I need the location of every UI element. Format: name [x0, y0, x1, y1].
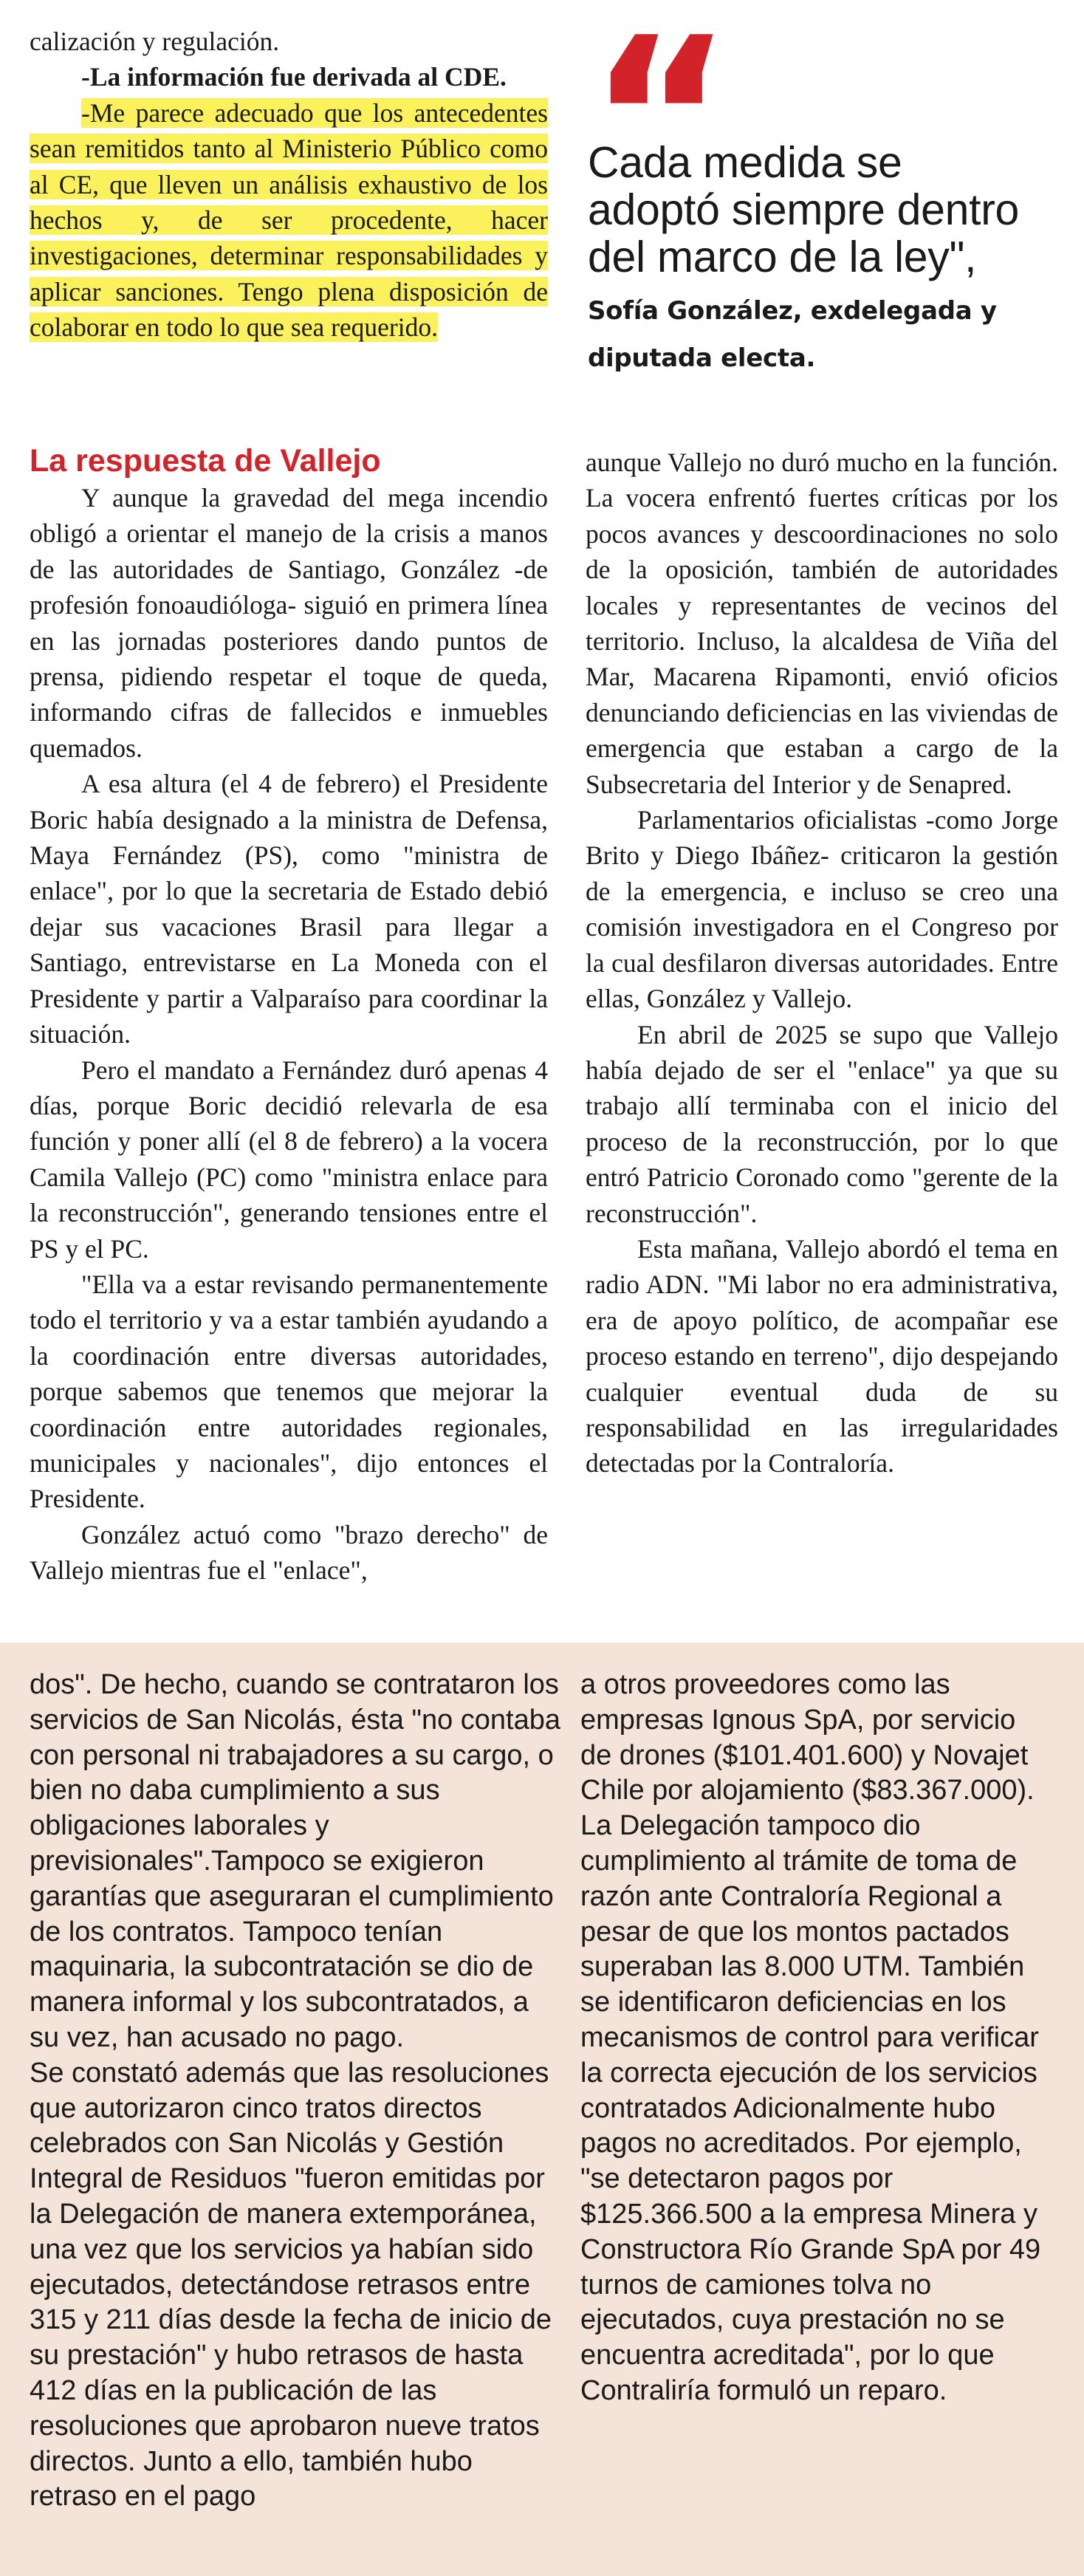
article-paragraph: Y aunque la gravedad del mega incendio obligó a orientar el manejo de la crisis a manos de las autoridades de Santiago, González -de profesión fonoaudióloga- siguió en primera línea en las jornadas posteriores dando puntos de prensa, pidiendo respetar el toque de queda, informando cifras de fallecidos e inmuebles quemados. — [30, 483, 548, 763]
pull-quote-author: Sofía González, exdelegada y diputada electa. — [588, 296, 997, 373]
article-paragraph: A esa altura (el 4 de febrero) el Presidente Boric había designado a la ministra de Defensa, Maya Fernández (PS), como "ministra de enlace", por lo que la secretaria de Estado debió dejar sus vacaciones Brasil para llegar a Santiago, entrevistarse en La Moneda con el Presidente y partir a Valparaíso para coordinar la situación. — [30, 769, 548, 1049]
section-heading: La respuesta de Vallejo — [30, 443, 381, 479]
box-paragraph: a otros proveedores como las empresas Ignous SpA, por servicio de drones ($101.401.600) y Novajet Chile por alojamiento ($83.367.000). La Delegación tampoco dio cumplimiento al trámite de toma de razón ante Contraloría Regional a pesar de que los montos pactados superaban las 8.000 UTM. También se identificaron deficiencias en los mecanismos de control para verificar la correcta ejecución de los servicios contratados Adicionalmente hubo pagos no acreditados. Por ejemplo, "se detectaron pagos por $125.366.500 a la empresa Minera y Constructora Río Grande SpA por 49 turnos de camiones tolva no ejecutados, cuya prestación no se encuentra acreditada", por lo que Contraliría formuló un reparo. — [580, 1669, 1041, 2406]
article-paragraph: Esta mañana, Vallejo abordó el tema en radio ADN. "Mi labor no era administrativa, era de apoyo político, de acompañar ese proceso estando en terreno", dijo despejando cualquier eventual duda de su responsabilidad en las irregularidades detectadas por la Contraloría. — [586, 1233, 1058, 1479]
article-paragraph: Pero el mandato a Fernández duró apenas 4 días, porque Boric decidió relevarla de esa función y poner allí (el 8 de febrero) a la vocera Camila Vallejo (PC) como "ministra enlace para la reconstrucción", generando tensiones entre el PS y el PC. — [30, 1055, 548, 1264]
box-column-right — [580, 1668, 1053, 2409]
article-paragraph: aunque Vallejo no duró mucho en la función. La vocera enfrentó fuertes críticas por los pocos avances y descoordinaciones no solo de la oposición, también de autoridades locales y representantes de vecinos del territorio. Incluso, la alcaldesa de Viña del Mar, Macarena Ripamonti, envió oficios denunciando deficiencias en las viviendas de emergencia que estaban a cargo de la Subsecretaria del Interior y de Senapred. — [586, 448, 1058, 799]
article-paragraph-answer — [30, 95, 548, 346]
highlighted-text: -Me parece adecuado que los antecedentes sean remitidos tanto al Ministerio Público como al CE, que lleven un análisis exhaustivo de los hechos y, de ser procedente, hacer investigaciones, determinar responsabilidades y aplicar sanciones. Tengo plena disposición de colaborar en todo lo que sea requerido. — [30, 97, 548, 343]
article-column-middle-left — [30, 480, 548, 1589]
box-column-left — [30, 1668, 561, 2515]
box-paragraph: Se constató además que las resoluciones que autorizaron cinco tratos directos celebrados con San Nicolás y Gestión Integral de Residuos "fueron emitidas por la Delegación de manera extemporánea, una vez que los servicios ya habían sido ejecutados, detectándose retrasos entre 315 y 211 días desde la fecha de inicio de su prestación" y hubo retrasos de hasta 412 días en la publicación de las resoluciones que aprobaron nueve tratos directos. Junto a ello, también hubo retraso en el pago — [30, 2057, 552, 2512]
pull-quote-body — [588, 139, 1046, 375]
article-paragraph-question: -La información fue derivada al CDE. — [81, 62, 507, 92]
article-column-middle-right — [586, 445, 1058, 1481]
article-paragraph: González actuó como "brazo derecho" de Vallejo mientras fue el "enlace", — [30, 1519, 548, 1586]
box-paragraph: dos". De hecho, cuando se contrataron los servicios de San Nicolás, ésta "no contaba con personal ni trabajadores a su cargo, o bien no daba cumplimiento a sus obligaciones laborales y previsionales".Tampoco se exigieron garantías que aseguraran el cumplimiento de los contratos. Tampoco tenían maquinaria, la subcontratación se dio de manera informal y los subcontratados, a su vez, han acusado no pago. — [30, 1669, 560, 2053]
article-column-top-left — [30, 24, 548, 346]
pull-quote — [588, 9, 1046, 375]
sidebar-box — [0, 1642, 1084, 2576]
pull-quote-text: Cada medida se adoptó siempre dentro del marco de la ley", — [588, 138, 1020, 281]
quote-marks-icon — [588, 9, 1046, 112]
article-paragraph: calización y regulación. — [30, 27, 280, 56]
article-paragraph: Parlamentarios oficialistas -como Jorge Brito y Diego Ibáñez- criticaron la gestión de la emergencia, e incluso se creo una comisión investigadora en el Congreso por la cual desfilaron diversas autoridades. Entre ellas, González y Vallejo. — [586, 805, 1058, 1014]
article-paragraph: "Ella va a estar revisando permanentemente todo el territorio y va a estar también ayudando a la coordinación entre diversas autoridades, porque sabemos que tenemos que mejorar la coordinación entre autoridades regionales, municipales y nacionales", dijo entonces el Presidente. — [30, 1269, 548, 1514]
article-paragraph: En abril de 2025 se supo que Vallejo había dejado de ser el "enlace" ya que su trabajo allí terminaba con el inicio del proceso de la reconstrucción, por lo que entró Patricio Coronado como "gerente de la reconstrucción". — [586, 1019, 1058, 1228]
